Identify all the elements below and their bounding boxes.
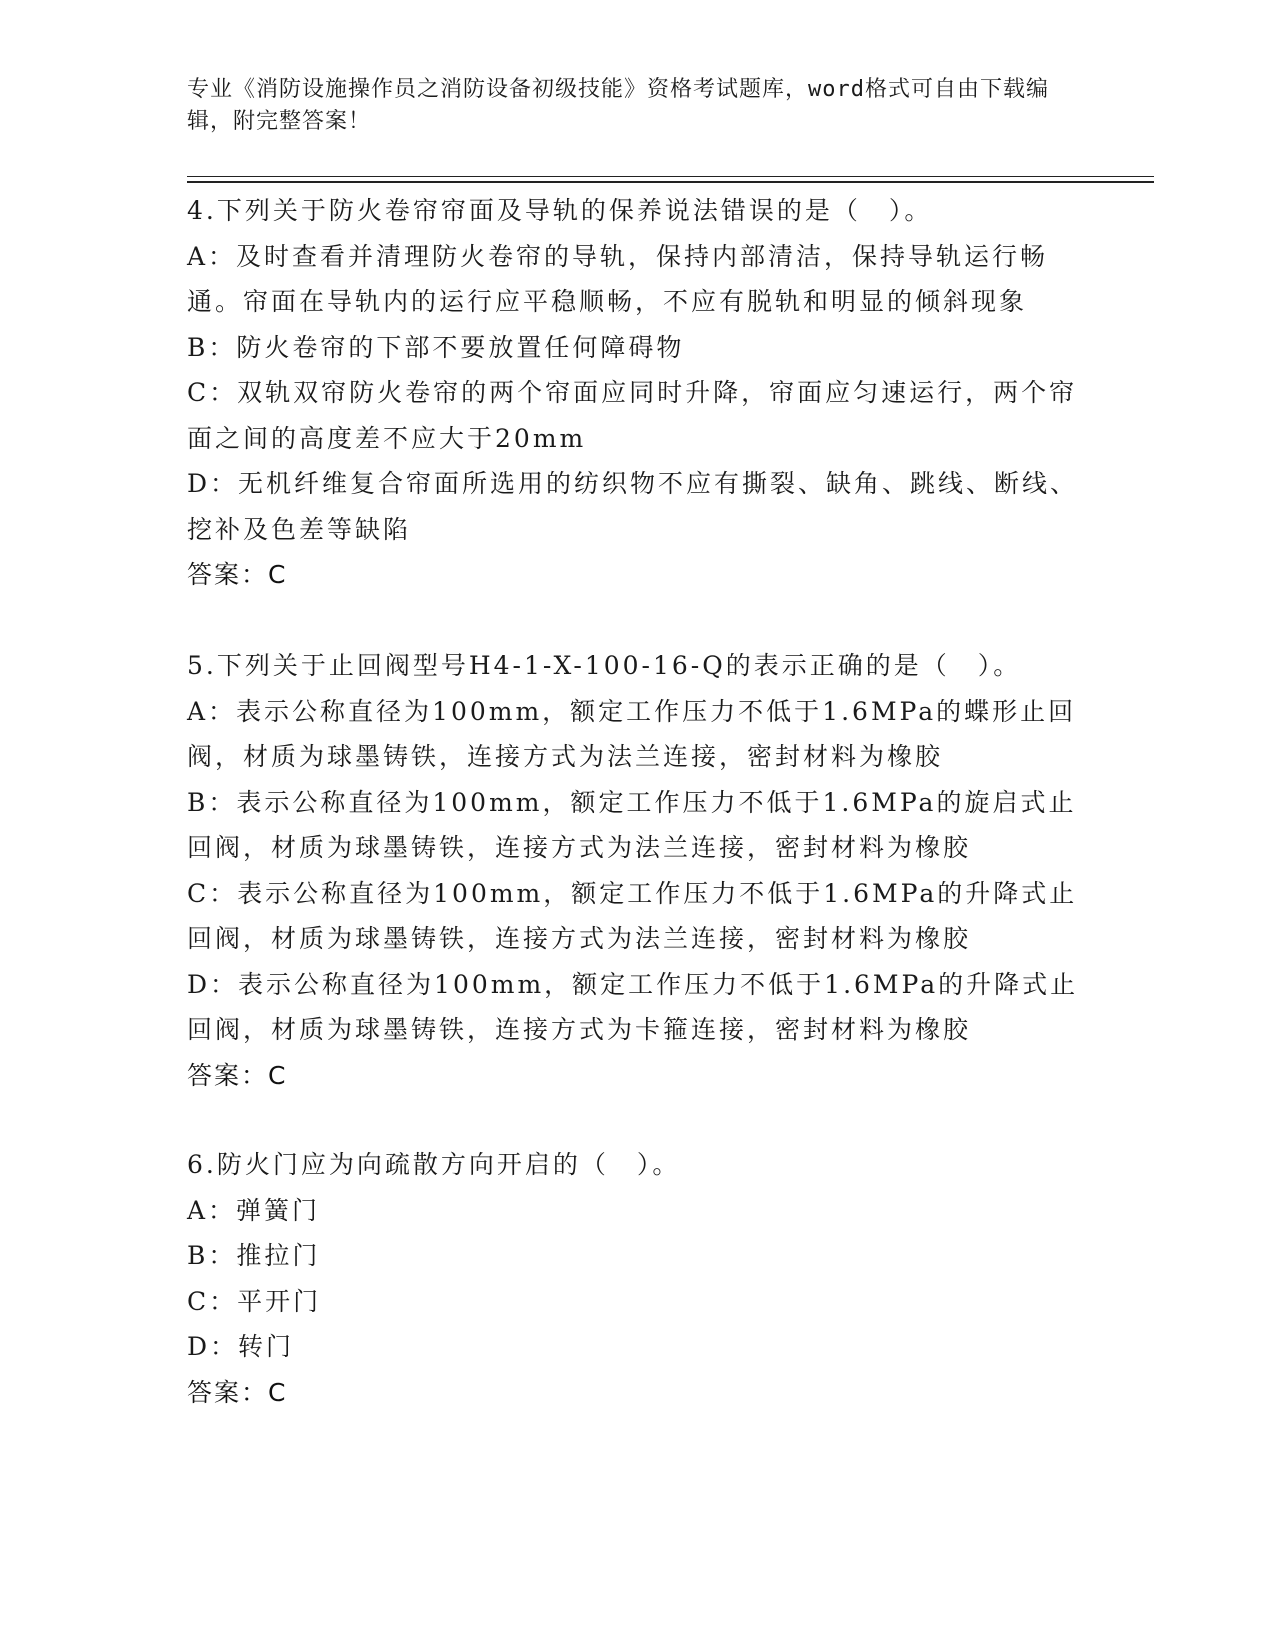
answer-label: 答案：C: [187, 560, 288, 589]
option-c: C：平开门: [187, 1286, 322, 1316]
question-stem: 5.下列关于止回阀型号H4-1-X-100-16-Q的表示正确的是（ ）。: [187, 651, 1022, 680]
option-a: A：及时查看并清理防火卷帘的导轨，保持内部清洁，保持导轨运行畅通。帘面在导轨内的运行应平稳顺畅，不应有脱轨和明显的倾斜现象: [187, 241, 1049, 316]
option-b: B：表示公称直径为100mm，额定工作压力不低于1.6MPa的旋启式止回阀，材质为球墨铸铁，连接方式为法兰连接，密封材料为橡胶: [187, 787, 1077, 862]
option-c: C：表示公称直径为100mm，额定工作压力不低于1.6MPa的升降式止回阀，材质为球墨铸铁，连接方式为法兰连接，密封材料为橡胶: [187, 878, 1078, 953]
question-stem: 4.下列关于防火卷帘帘面及导轨的保养说法错误的是（ ）。: [187, 196, 933, 225]
option-b: B：防火卷帘的下部不要放置任何障碍物: [187, 332, 685, 362]
option-a: A：表示公称直径为100mm，额定工作压力不低于1.6MPa的蝶形止回阀，材质为球墨铸铁，连接方式为法兰连接，密封材料为橡胶: [187, 696, 1077, 771]
question-4: [187, 188, 1087, 598]
question-5: [187, 643, 1087, 1098]
answer-label: 答案：C: [187, 1377, 288, 1407]
question-6: [187, 1142, 1087, 1415]
question-stem: 6.防火门应为向疏散方向开启的（ ）。: [187, 1150, 681, 1179]
option-b: B：推拉门: [187, 1241, 321, 1270]
option-a: A：弹簧门: [187, 1195, 321, 1225]
answer-label: 答案：C: [187, 1060, 288, 1090]
option-d: D：表示公称直径为100mm，额定工作压力不低于1.6MPa的升降式止回阀，材质为球墨铸铁，连接方式为卡箍连接，密封材料为橡胶: [187, 969, 1079, 1044]
option-d: D：转门: [187, 1332, 295, 1361]
option-d: D：无机纤维复合帘面所选用的纺织物不应有撕裂、缺角、跳线、断线、挖补及色差等缺陷: [187, 469, 1079, 544]
header-divider-thick: [187, 181, 1154, 183]
document-header: 专业《消防设施操作员之消防设备初级技能》资格考试题库，word格式可自由下载编辑，附完整答案！: [187, 77, 1049, 134]
header-divider-thin: [187, 176, 1154, 177]
option-c: C：双轨双帘防火卷帘的两个帘面应同时升降，帘面应匀速运行，两个帘面之间的高度差不应大于20mm: [187, 378, 1078, 453]
